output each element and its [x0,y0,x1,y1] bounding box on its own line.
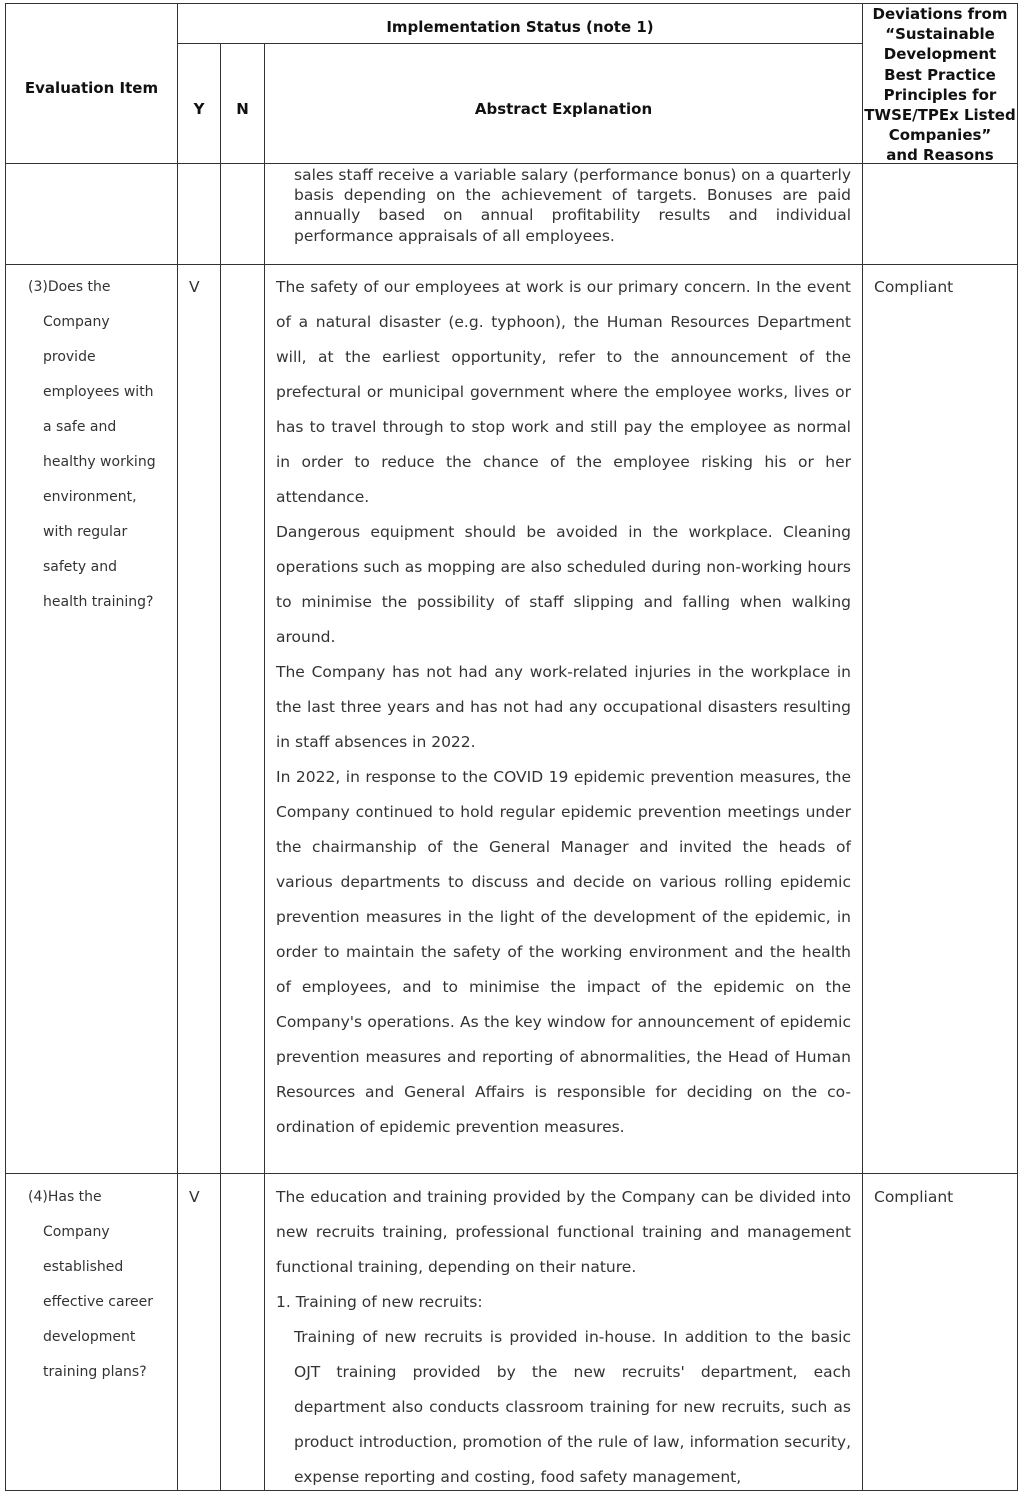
header-evaluation-item: Evaluation Item [24,79,159,97]
explanation-paragraph: The Company has not had any work-related injuries in the workplace in the last three years and has not had any occupational disasters resulting in staff absences in 2022. [276,663,851,751]
status-y-mark: V [189,278,200,296]
row-4-explanation [276,1180,851,1495]
explanation-paragraph: 1. Training of new recruits: [276,1293,483,1311]
item-line: (4)Has the [28,1189,102,1205]
evaluation-item-4 [28,1180,153,1390]
item-line: development [43,1329,136,1345]
col-divider [177,4,178,1490]
col-divider [220,43,221,1490]
row-divider [6,264,1017,265]
explanation-paragraph: The safety of our employees at work is our primary concern. In the event of a natural disaster (e.g. typhoon), the Human Resources Department will, at the earliest opportunity, refer to the announcement of the prefectural or municipal government where the employee works, lives or has to travel through to stop work and still pay the employee as normal in order to reduce the chance of the employee risking his or her attendance. [276,278,851,506]
evaluation-item-3 [28,270,156,620]
item-line: Company [43,314,110,330]
deviation-status: Compliant [874,278,954,296]
explanation-paragraph: Training of new recruits is provided in-house. In addition to the basic OJT training provided by the new recruits' department, each department also conducts classroom training for new recruits, such as product introduction, promotion of the rule of law, information security, expense reporting and costing, food safety management, [294,1328,851,1486]
header-deviations [863,4,1017,166]
item-line: safety and [43,559,117,575]
explanation-paragraph: sales staff receive a variable salary (performance bonus) on a quarterly basis depending on the achievement of targets. Bonuses are paid annually based on annual profitability results and individual performance appraisals of all employees. [294,166,851,245]
item-line: training plans? [43,1364,147,1380]
item-line: employees with [43,384,154,400]
header-implementation-status: Implementation Status (note 1) [386,18,654,36]
header-y: Y [193,100,205,118]
evaluation-table [5,3,1018,1491]
status-y-mark: V [189,1188,200,1206]
header-deviations-line: TWSE/TPEx Listed [864,106,1016,125]
header-deviations-line: Best Practice [884,65,996,84]
header-abstract-explanation: Abstract Explanation [474,100,653,118]
col-divider [264,43,265,1490]
item-line: healthy working [43,454,156,470]
header-deviations-line: Deviations from [872,5,1008,23]
header-deviations-line: and Reasons [886,146,994,165]
item-line: environment, [43,489,137,505]
item-line: effective career [43,1294,154,1310]
col-divider [862,4,863,1490]
row-divider [6,1173,1017,1174]
item-line: a safe and [43,419,117,435]
deviation-status: Compliant [874,1188,954,1206]
header-deviations-line: Companies” [888,126,992,145]
item-line: provide [43,349,96,365]
explanation-paragraph: Dangerous equipment should be avoided in the workplace. Cleaning operations such as mopping are also scheduled during non-working hours to minimise the possibility of staff slipping and falling when walking around. [276,523,851,646]
item-line: Company [43,1224,110,1240]
explanation-paragraph: In 2022, in response to the COVID 19 epidemic prevention measures, the Company continued to hold regular epidemic prevention meetings under the chairmanship of the General Manager and invited the heads of various departments to discuss and decide on various rolling epidemic prevention measures in the light of the development of the epidemic, in order to maintain the safety of the working environment and the health of employees, and to minimise the impact of the epidemic on the Company's operations. As the key window for announcement of epidemic prevention measures and reporting of abnormalities, the Head of Human Resources and General Affairs is responsible for deciding on the co-ordination of epidemic prevention measures. [276,768,851,1136]
item-line: with regular [43,524,128,540]
row-divider [177,43,862,44]
item-line: established [43,1259,124,1275]
explanation-paragraph: The education and training provided by the Company can be divided into new recruits training, professional functional training and management functional training, depending on their nature. [276,1188,851,1276]
item-line: health training? [43,594,154,610]
item-line: (3)Does the [28,279,111,295]
header-deviations-line: Principles for [883,85,997,104]
header-n: N [236,100,249,118]
row-continued-explanation [294,165,851,246]
header-deviations-line: “Sustainable [885,25,995,44]
row-3-explanation [276,270,851,1145]
header-deviations-line: Development [883,45,997,64]
